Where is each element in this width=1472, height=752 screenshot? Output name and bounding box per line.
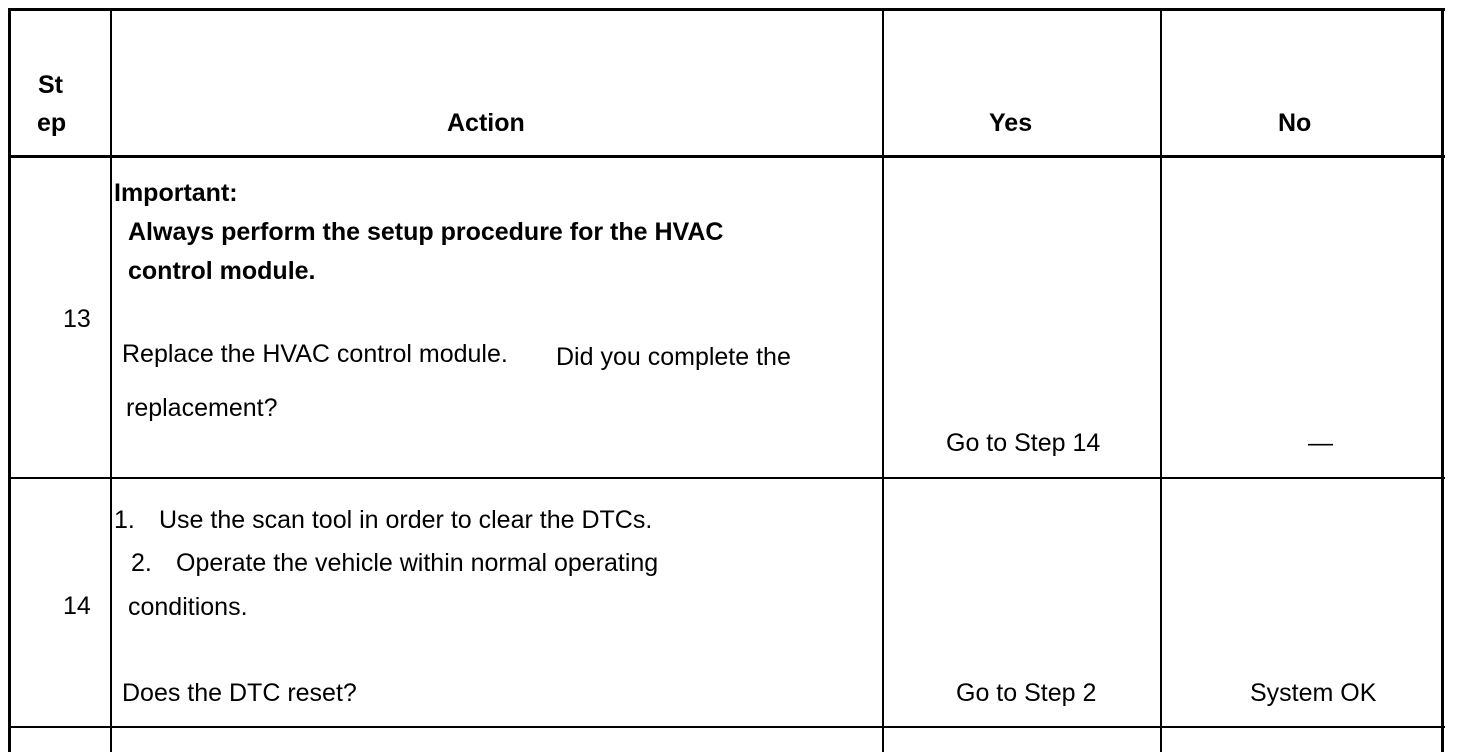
header-no: No xyxy=(1278,109,1312,137)
row-13-action-part2: Did you complete the xyxy=(556,343,791,371)
row-divider xyxy=(8,477,1445,479)
item-1-number: 1. xyxy=(114,506,135,534)
header-action: Action xyxy=(447,109,525,137)
item-2-continuation: conditions. xyxy=(128,593,248,621)
important-line1: Always perform the setup procedure for the HVAC xyxy=(128,218,724,246)
column-divider-yes xyxy=(1160,8,1162,752)
table-border-top xyxy=(8,8,1445,11)
row-14-step: 14 xyxy=(63,592,91,620)
column-divider-action xyxy=(882,8,884,752)
row-13-action-line2: replacement? xyxy=(126,394,278,422)
row-14-no: System OK xyxy=(1250,679,1377,707)
column-divider-step xyxy=(110,8,112,752)
table-border-left xyxy=(8,8,11,752)
row-14-yes: Go to Step 2 xyxy=(956,679,1097,707)
table-border-bottom xyxy=(8,726,1445,728)
header-divider xyxy=(8,155,1445,158)
important-line2: control module. xyxy=(128,257,316,285)
row-14-question: Does the DTC reset? xyxy=(122,679,357,707)
header-yes: Yes xyxy=(989,109,1033,137)
header-step-line2: ep xyxy=(37,109,67,137)
row-13-no: — xyxy=(1308,429,1333,457)
row-13-step: 13 xyxy=(63,305,91,333)
row-13-yes: Go to Step 14 xyxy=(946,429,1101,457)
item-2-number: 2. xyxy=(131,549,152,577)
item-1-text: Use the scan tool in order to clear the DTCs. xyxy=(159,506,653,534)
table-border-right xyxy=(1441,8,1444,752)
important-label: Important: xyxy=(114,179,238,207)
item-2-text: Operate the vehicle within normal operating xyxy=(176,549,659,577)
header-step-line1: St xyxy=(38,71,63,99)
row-13-action-part1: Replace the HVAC control module. xyxy=(122,340,508,368)
